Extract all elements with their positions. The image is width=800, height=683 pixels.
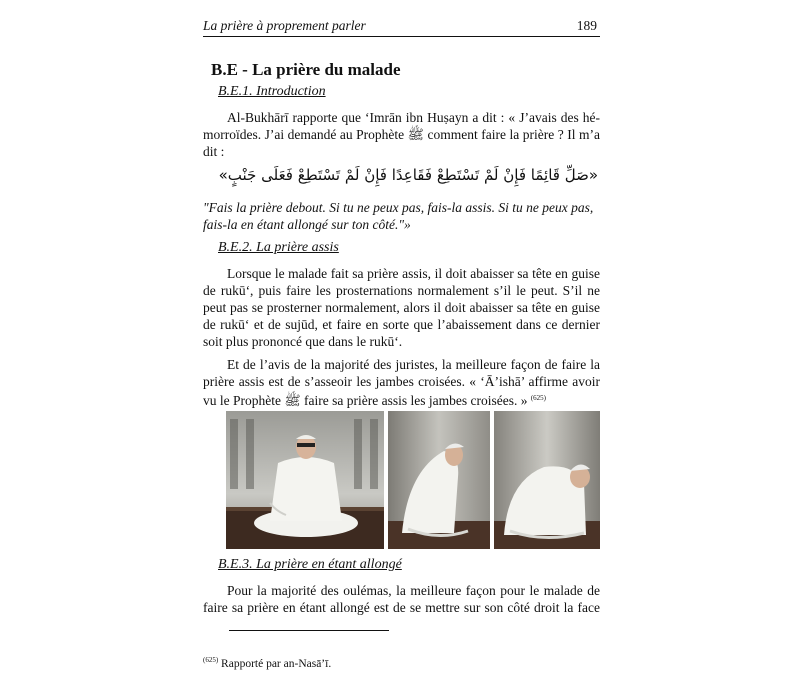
text-line: de rukū‘ et de sujūd, et faire en sorte que l’abaissement dans ce dernier [203, 317, 600, 332]
running-title: La prière à proprement parler [203, 18, 366, 33]
page-number: 189 [576, 18, 597, 33]
text-line: "Fais la prière debout. Si tu ne peux pas, fais-la assis. Si tu ne peux pas, [203, 200, 594, 215]
photo-seated-prostrating [494, 411, 600, 549]
text-line: Lorsque le malade fait sa prière assis, il doit abaisser sa tête en guise [227, 266, 600, 281]
text-line [203, 390, 600, 409]
lying-paragraph [203, 582, 600, 616]
seated-paragraph-2 [203, 356, 600, 409]
subsection-heading-lying: B.E.3. La prière en étant allongé [218, 557, 402, 572]
footnote-divider [229, 630, 389, 631]
section-heading: B.E - La prière du malade [211, 60, 401, 79]
running-header [203, 16, 600, 37]
text-line: prière assis est de s’asseoir les jambes croisées. « ‘Ā’ishā’ affirme avoir [203, 374, 600, 389]
footnote-reference[interactable]: (625) [530, 394, 547, 402]
footnote-text: Rapporté par an-Nasā’ī. [218, 658, 332, 670]
text-line: de rukū‘, puis faire les prosternations normalement s’il le peut. S’il ne [203, 283, 600, 298]
text-line-content: vu le Prophète ﷺ faire sa prière assis les jambes croisées. » [203, 393, 528, 408]
text-line: faire sa prière en étant allongé est de se mettre sur son côté droit la face [203, 600, 600, 615]
footnote-marker: (625) [203, 656, 219, 664]
subsection-heading-seated: B.E.2. La prière assis [218, 240, 339, 255]
intro-paragraph [203, 109, 600, 160]
hadith-translation [203, 199, 600, 233]
seated-paragraph-1 [203, 265, 600, 350]
prayer-photos [226, 411, 600, 549]
text-line: Et de l’avis de la majorité des juristes, la meilleure façon de faire la [227, 357, 600, 372]
text-line: Al-Bukhārī rapporte que ‘Imrān ibn Huṣayn a dit : « J’avais des hé- [227, 110, 600, 125]
text-line: morroïdes. J’ai demandé au Prophète ﷺ comment faire la prière ? Il m’a [203, 127, 600, 142]
text-line: Pour la majorité des oulémas, la meilleure façon pour le malade de [227, 583, 600, 598]
footnote [203, 656, 331, 670]
arabic-hadith: «صَلِّ قَائِمًا فَإِنْ لَمْ تَسْتَطِعْ فَقَاعِدًا فَإِنْ لَمْ تَسْتَطِعْ فَعَلَى جَنْبٍ» [218, 166, 598, 184]
book-page [203, 0, 600, 683]
photo-seated-bowing [388, 411, 490, 549]
photo-seated-crosslegged [226, 411, 384, 549]
text-line: soit plus prononcé que dans le rukū‘. [203, 334, 403, 349]
subsection-heading-intro: B.E.1. Introduction [218, 84, 326, 99]
text-line: peut pas se prosterner normalement, alors il doit abaisser sa tête en guise [203, 300, 600, 315]
text-line: fais-la en étant allongé sur ton côté."» [203, 217, 411, 232]
text-line: dit : [203, 144, 225, 159]
